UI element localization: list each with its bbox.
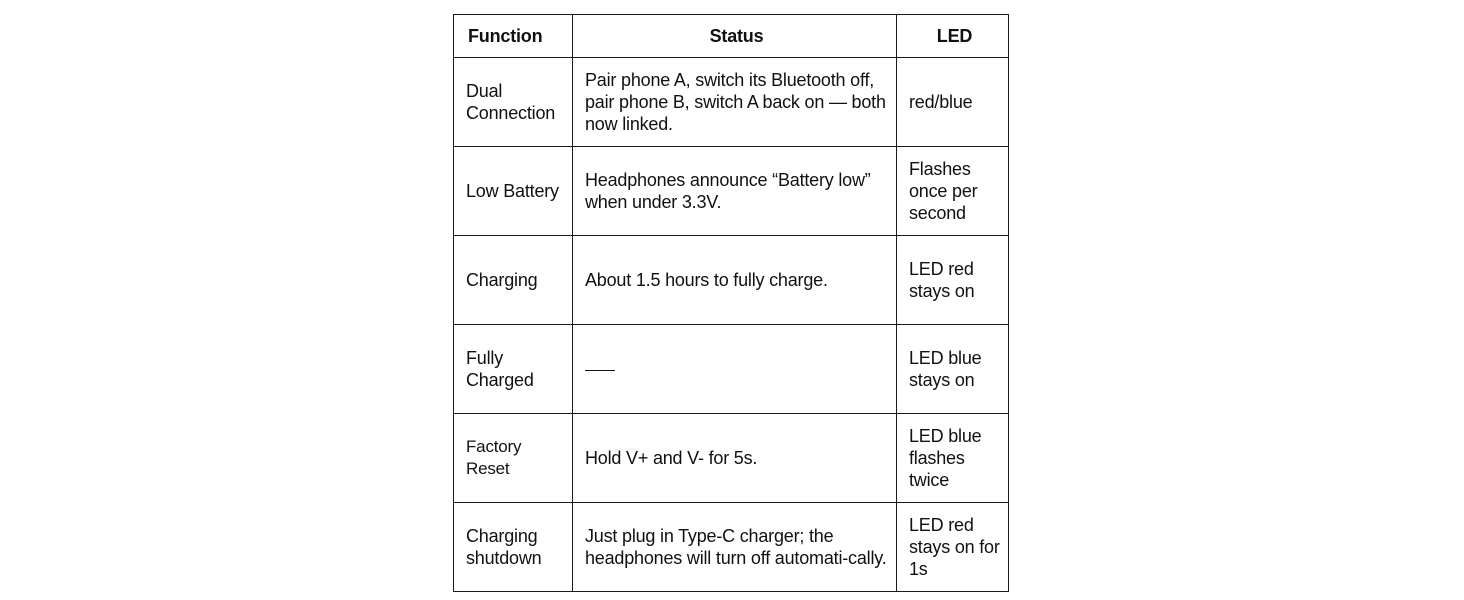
cell-function: Factory Reset xyxy=(454,414,573,503)
table-row-factory-reset xyxy=(454,414,1009,503)
empty-status-dash xyxy=(585,370,615,371)
cell-function: Low Battery xyxy=(454,147,573,236)
cell-led: LED red stays on for 1s xyxy=(897,503,1009,592)
cell-status xyxy=(573,325,897,414)
table-header-row xyxy=(454,15,1009,58)
cell-function: Charging shutdown xyxy=(454,503,573,592)
cell-led: LED red stays on xyxy=(897,236,1009,325)
header-function: Function xyxy=(454,15,573,58)
cell-status: About 1.5 hours to fully charge. xyxy=(573,236,897,325)
header-led: LED xyxy=(897,15,1009,58)
table-row-fully-charged xyxy=(454,325,1009,414)
cell-led: LED blue stays on xyxy=(897,325,1009,414)
function-status-led-table xyxy=(453,14,1009,592)
cell-status: Pair phone A, switch its Bluetooth off, pair phone B, switch A back on — both now linked. xyxy=(573,58,897,147)
cell-status: Headphones announce “Battery low” when under 3.3V. xyxy=(573,147,897,236)
table-row-dual-connection xyxy=(454,58,1009,147)
table-row-charging-shutdown xyxy=(454,503,1009,592)
cell-status: Hold V+ and V- for 5s. xyxy=(573,414,897,503)
cell-function: Dual Connection xyxy=(454,58,573,147)
cell-function: Fully Charged xyxy=(454,325,573,414)
header-status: Status xyxy=(573,15,897,58)
function-status-led-table-container xyxy=(453,14,1009,592)
cell-function: Charging xyxy=(454,236,573,325)
cell-led: Flashes once per second xyxy=(897,147,1009,236)
cell-led: LED blue flashes twice xyxy=(897,414,1009,503)
cell-status: Just plug in Type-C charger; the headphones will turn off automati-cally. xyxy=(573,503,897,592)
table-row-charging xyxy=(454,236,1009,325)
table-row-low-battery xyxy=(454,147,1009,236)
cell-led: red/blue xyxy=(897,58,1009,147)
